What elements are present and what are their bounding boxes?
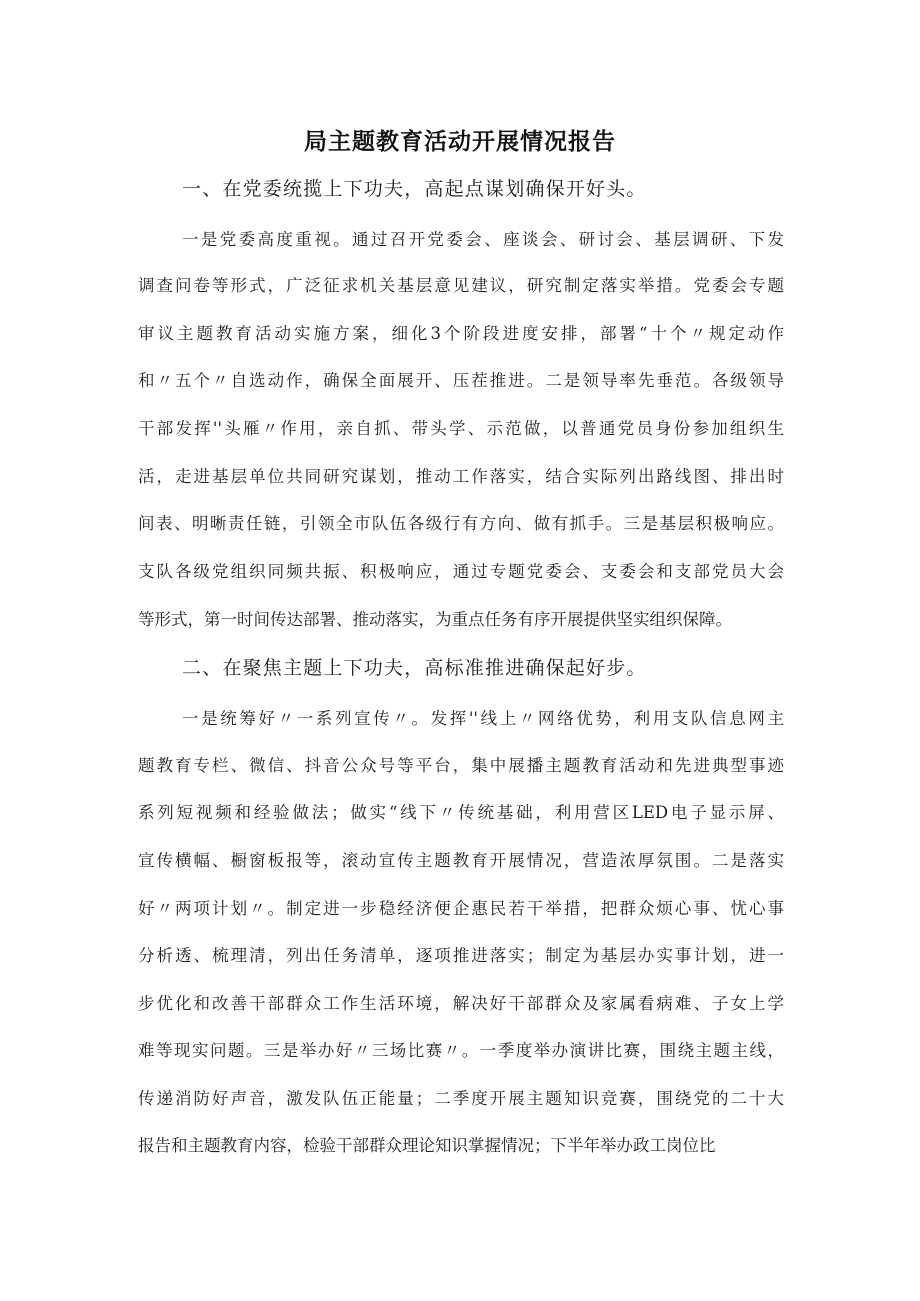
section-1-heading: 一、在党委统揽上下功夫，高起点谋划确保开好头。 (182, 178, 647, 200)
section-2-paragraph-line: 难等现实问题。三是举办好〃三场比赛〃。一季度举办演讲比赛，围绕主题主线， (138, 1041, 784, 1060)
section-2-paragraph-line: 报告和主题教育内容，检验干部群众理论知识掌握情况；下半年举办政工岗位比 (138, 1136, 716, 1155)
section-1-paragraph-line: 和〃五个〃自选动作，确保全面展开、压茬推进。二是领导率先垂范。各级领导 (138, 371, 784, 390)
section-2-paragraph-line: 宣传横幅、橱窗板报等，滚动宣传主题教育开展情况，营造浓厚氛围。二是落实 (138, 851, 784, 870)
section-2-paragraph-line: 题教育专栏、微信、抖音公众号等平台，集中展播主题教育活动和先进典型事迹 (138, 756, 784, 775)
section-1-paragraph-line: 等形式，第一时间传达部署、推动落实，为重点任务有序开展提供坚实组织保障。 (138, 610, 732, 629)
section-1-paragraph-line: 一是党委高度重视。通过召开党委会、座谈会、研讨会、基层调研、下发 (182, 230, 784, 249)
section-1-paragraph-line: 调查问卷等形式，广泛征求机关基层意见建议，研究制定落实举措。党委会专题 (138, 276, 784, 295)
section-1-paragraph-line: 干部发挥''头雁〃作用，亲自抓、带头学、示范做，以普通党员身份参加组织生 (138, 419, 784, 438)
section-2-paragraph-line: 一是统筹好〃一系列宣传〃。发挥''线上〃网络优势，利用支队信息网主 (182, 709, 784, 728)
section-1-paragraph-line: 支队各级党组织同频共振、积极响应，通过专题党委会、支委会和支部党员大会 (138, 562, 784, 581)
document-title: 局主题教育活动开展情况报告 (304, 129, 616, 155)
section-1-paragraph-line: 间表、明晰责任链，引领全市队伍各级行有方向、做有抓手。三是基层积极响应。 (138, 514, 784, 533)
section-2-paragraph-line: 分析透、梳理清，列出任务清单，逐项推进落实；制定为基层办实事计划，进一 (138, 946, 784, 965)
section-2-paragraph-line: 步优化和改善干部群众工作生活环境，解决好干部群众及家属看病难、子女上学 (138, 994, 784, 1013)
section-2-heading: 二、在聚焦主题上下功夫，高标准推进确保起好步。 (182, 657, 647, 679)
section-2-paragraph-line: 好〃两项计划〃。制定进一步稳经济便企惠民若干举措，把群众烦心事、忧心事 (138, 899, 784, 918)
section-2-paragraph-line: 系列短视频和经验做法；做实“线下〃传统基础，利用营区LED电子显示屏、 (138, 803, 784, 822)
section-2-paragraph-line: 传递消防好声音，激发队伍正能量；二季度开展主题知识竞赛，围绕党的二十大 (138, 1089, 784, 1108)
section-1-paragraph-line: 审议主题教育活动实施方案，细化3个阶段进度安排，部署“十个〃规定动作 (138, 324, 784, 343)
section-1-paragraph-line: 活，走进基层单位共同研究谋划，推动工作落实，结合实际列出路线图、排出时 (138, 467, 784, 486)
